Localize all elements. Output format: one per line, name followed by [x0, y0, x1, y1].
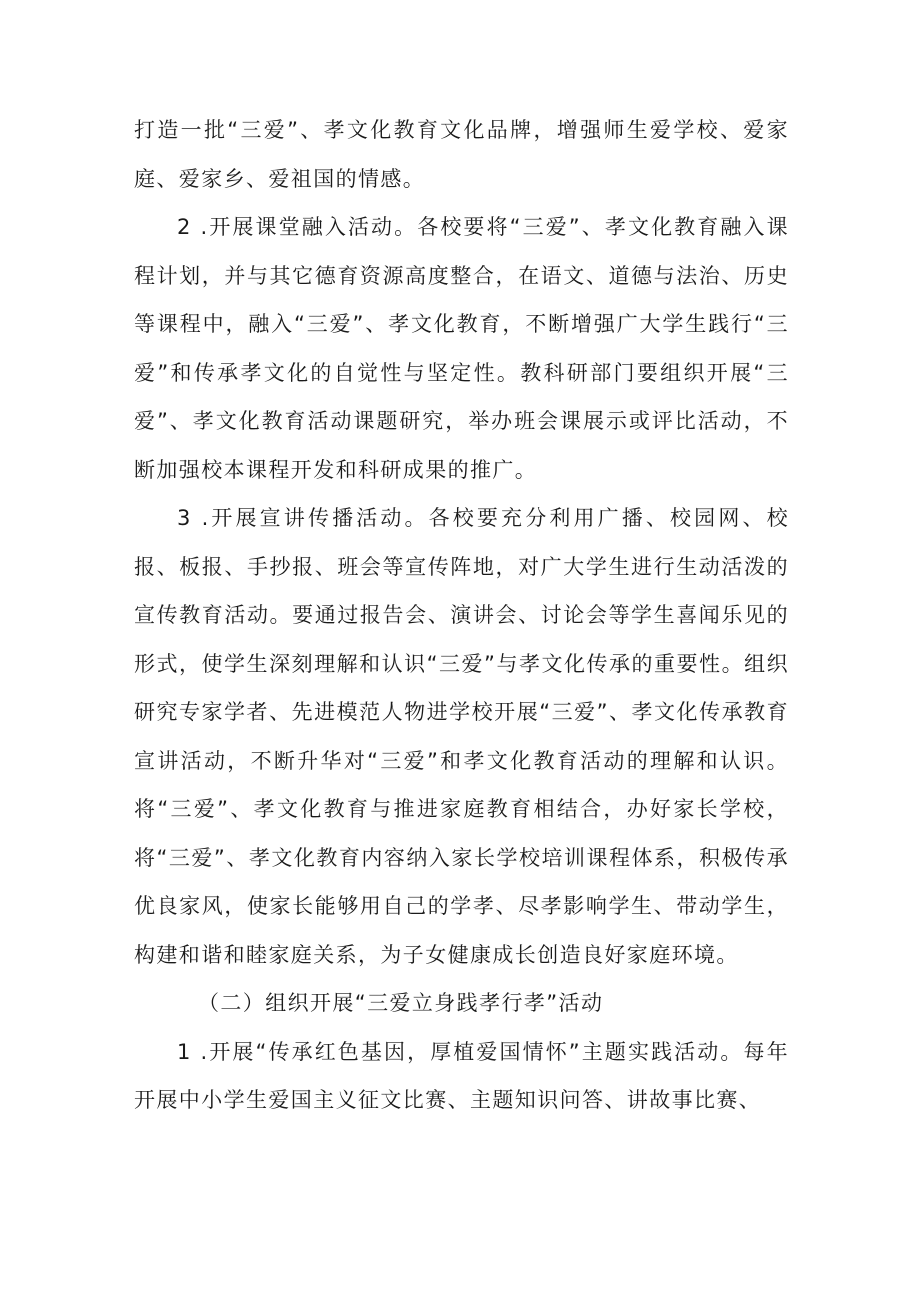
paragraph-continuation: 打造一批“三爱”、孝文化教育文化品牌，增强师生爱学校、爱家庭、爱家乡、爱祖国的情感。	[134, 118, 789, 191]
section-heading-two: （二）组织开展“三爱立身践孝行孝”活动	[198, 991, 604, 1015]
paragraph-classroom-integration: 2 .开展课堂融入活动。各校要将“三爱”、孝文化教育融入课程计划，并与其它德育资源高度整合，在语文、道德与法治、历史等课程中，融入“三爱”、孝文化教育，不断增强广大学生践行“三爱”和传承孝文化的自觉性与坚定性。教科研部门要组织开展“三爱”、孝文化教育活动课题研究，举办班会课展示或评比活动，不断加强校本课程开发和科研成果的推广。	[134, 215, 789, 482]
paragraph-publicity-activities: 3 .开展宣讲传播活动。各校要充分利用广播、校园网、校报、板报、手抄报、班会等宣传阵地，对广大学生进行生动活泼的宣传教育活动。要通过报告会、演讲会、讨论会等学生喜闻乐见的形式，使学生深刻理解和认识“三爱”与孝文化传承的重要性。组织研究专家学者、先进模范人物进学校开展“三爱”、孝文化传承教育宣讲活动，不断升华对“三爱”和孝文化教育活动的理解和认识。将“三爱”、孝文化教育与推进家庭教育相结合，办好家长学校，将“三爱”、孝文化教育内容纳入家长学校培训课程体系，积极传承优良家风，使家长能够用自己的学孝、尽孝影响学生、带动学生，构建和谐和睦家庭关系，为子女健康成长创造良好家庭环境。	[134, 506, 789, 967]
document-body	[134, 106, 789, 1125]
paragraph-red-gene-activity: 1 .开展“传承红色基因，厚植爱国情怀”主题实践活动。每年开展中小学生爱国主义征文比赛、主题知识问答、讲故事比赛、	[134, 1039, 789, 1112]
